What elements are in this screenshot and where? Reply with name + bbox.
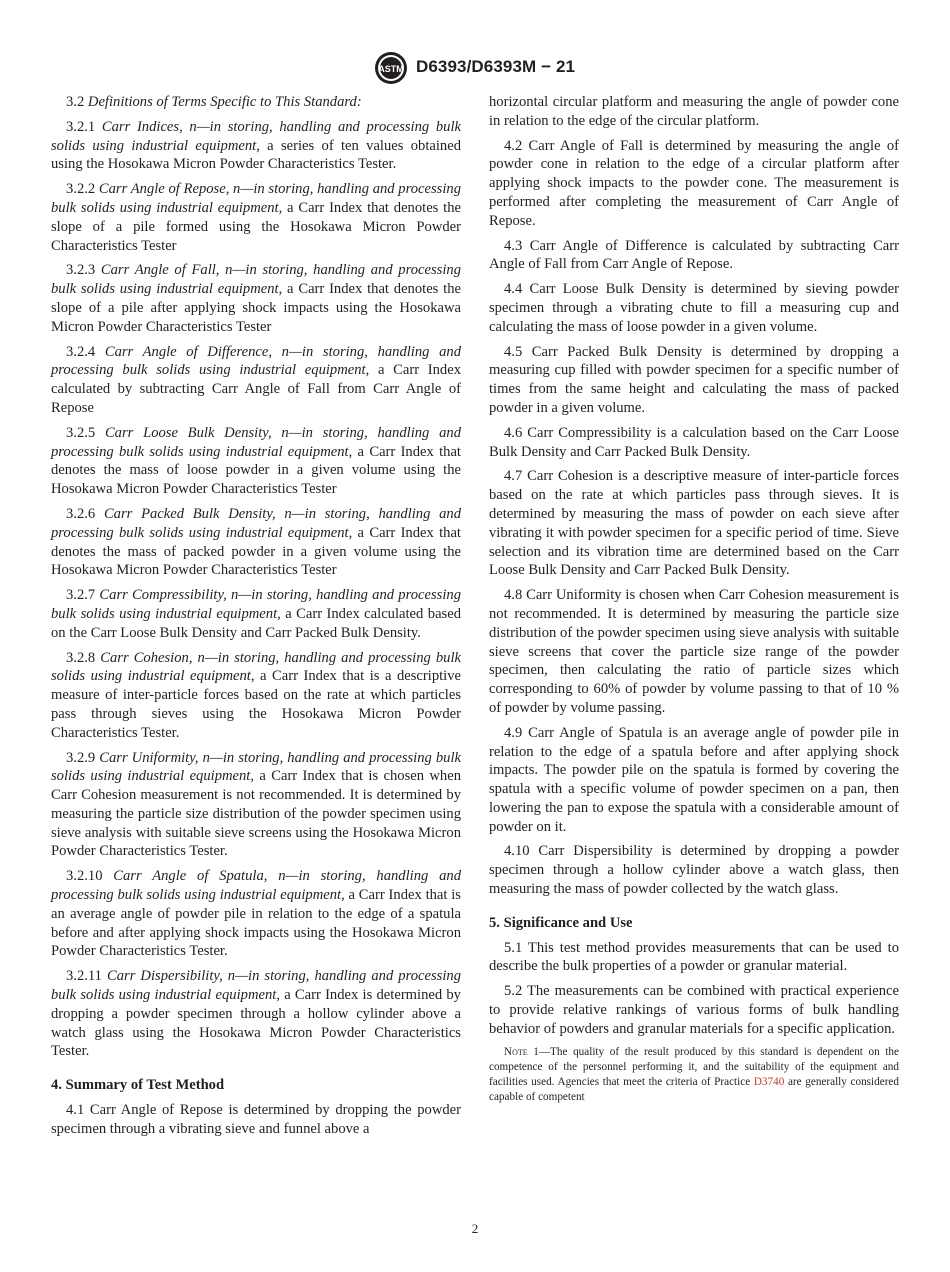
page-number: 2 — [471, 1221, 479, 1236]
paragraph-4-1-continued: horizontal circular platform and measuring the angle of powder cone in relation to the edge of the circular platform. — [489, 94, 899, 129]
section-3-2: 3.2 Definitions of Terms Specific to This Standard: — [66, 94, 362, 110]
paragraph-4-4: 4.4 Carr Loose Bulk Density is determined by sieving powder specimen through a vibrating chute to fill a measuring cup and calculating the mass of loose powder in a given volume. — [489, 281, 899, 335]
paragraph-4-6: 4.6 Carr Compressibility is a calculation based on the Carr Loose Bulk Density and Carr Packed Bulk Density. — [489, 424, 899, 460]
definition-3-2-2: 3.2.2 Carr Angle of Repose, n—in storing, handling and processing bulk solids using industrial equipment, a Carr Index that denotes the slope of a pile formed using the Hosokawa Micron Powder Characteristics Tester — [51, 181, 461, 254]
paragraph-4-3: 4.3 Carr Angle of Difference is calculated by subtracting Carr Angle of Fall from Carr Angle of Repose. — [489, 237, 899, 273]
paragraph-4-5: 4.5 Carr Packed Bulk Density is determined by dropping a measuring cup filled with powder specimen for a specific number of times from the same height and calculating the mass of packed powder in a given volume. — [489, 343, 899, 416]
paragraph-4-8: 4.8 Carr Uniformity is chosen when Carr Cohesion measurement is not recommended. It is determined by measuring the particle size distribution of the powder specimen using sieve analysis with suitable sieve screens that cover the particle size range of the powder specimen, then calculating the ratio of particle sizes which corresponding to 60% of powder by volume passing to that of 10 % of powder by volume passing. — [489, 587, 899, 716]
definition-3-2-8: 3.2.8 Carr Cohesion, n—in storing, handling and processing bulk solids using industrial equipment, a Carr Index that is a descriptive measure of inter-particle forces based on the rate at which particles pass through sieves using the Hosokawa Micron Powder Characteristics Tester. — [51, 649, 462, 741]
d3740-link[interactable]: D3740 — [753, 1076, 785, 1089]
section-5-heading: 5. Significance and Use — [489, 914, 633, 931]
right-column — [489, 93, 899, 1105]
note-1: Note 1—The quality of the result produced by this standard is dependent on the competence of the personnel performing it, and the suitability of the equipment and facilities used. Agencies that meet the criteria of Practice D3740 are generally considered capable of competent — [489, 1045, 899, 1104]
page-header — [0, 50, 950, 88]
definition-3-2-10: 3.2.10 Carr Angle of Spatula, n—in storing, handling and processing bulk solids using industrial equipment, a Carr Index that is an average angle of powder pile in relation to the edge of a spatula before and after applying shock impacts using the Hosokawa Micron Powder Characteristics Tester. — [51, 868, 461, 960]
astm-logo-icon — [373, 50, 409, 86]
definition-3-2-5: 3.2.5 Carr Loose Bulk Density, n—in storing, handling and processing bulk solids using industrial equipment, a Carr Index that denotes the mass of loose powder in a given volume using the Hosokawa Micron Powder Characteristics Tester — [51, 424, 461, 498]
section-4-heading: 4. Summary of Test Method — [51, 1077, 225, 1094]
definition-3-2-11: 3.2.11 Carr Dispersibility, n—in storing, handling and processing bulk solids using industrial equipment, a Carr Index is determined by dropping a powder specimen through a hollow cylinder above a watch glass using the Hosokawa Micron Powder Characteristics Tester. — [51, 968, 461, 1060]
paragraph-4-7: 4.7 Carr Cohesion is a descriptive measure of inter-particle forces based on the rate at which particles pass through sieves. It is determined by measuring the mass of powder on each sieve after vibrating it with powder specimen for a specific period of time. Sieve selection and its vibration time are determined based on the Carr Loose Bulk Density and Carr Packed Bulk Density. — [489, 468, 899, 579]
paragraph-5-2: 5.2 The measurements can be combined with practical experience to provide relative rankings of various forms of bulk handling behavior of powders and granular materials for a specific application. — [489, 983, 899, 1037]
left-column — [51, 93, 461, 1145]
definition-3-2-4: 3.2.4 Carr Angle of Difference, n—in storing, handling and processing bulk solids using industrial equipment, a Carr Index calculated by subtracting Carr Angle of Fall from Carr Angle of Repose — [51, 343, 461, 416]
definition-3-2-7: 3.2.7 Carr Compressibility, n—in storing, handling and processing bulk solids using industrial equipment, a Carr Index calculated based on the Carr Loose Bulk Density and Carr Packed Bulk Density. — [51, 587, 461, 641]
paragraph-4-9: 4.9 Carr Angle of Spatula is an average angle of powder pile in relation to the edge of a spatula before and after applying shock impacts. The powder pile on the spatula is formed by covering the spatula with a specific volume of powder specimen on a pan, then lowering the pan to expose the spatula with a considerable amount of powder on it. — [489, 724, 899, 835]
paragraph-4-1: 4.1 Carr Angle of Repose is determined by dropping the powder specimen through a vibrating sieve and funnel above a — [51, 1102, 461, 1137]
definition-3-2-6: 3.2.6 Carr Packed Bulk Density, n—in storing, handling and processing bulk solids using industrial equipment, a Carr Index that denotes the mass of packed powder in a given volume using the Hosokawa Micron Powder Characteristics Tester — [51, 505, 461, 579]
paragraph-4-10: 4.10 Carr Dispersibility is determined by dropping a powder specimen through a hollow cylinder above a watch glass, then measuring the mass of powder collected by the watch glass. — [489, 843, 899, 898]
astm-logo-text: ASTM — [378, 64, 404, 74]
paragraph-5-1: 5.1 This test method provides measurements that can be used to describe the bulk properties of a powder or granular material. — [489, 939, 899, 975]
definition-3-2-9: 3.2.9 Carr Uniformity, n—in storing, handling and processing bulk solids using industrial equipment, a Carr Index that is chosen when Carr Cohesion measurement is not recommended. It is determined by measuring the particle size distribution of the powder specimen using sieve analysis with suitable sieve screens using the Hosokawa Micron Powder Characteristics Tester. — [51, 749, 461, 860]
definition-3-2-3: 3.2.3 Carr Angle of Fall, n—in storing, handling and processing bulk solids using industrial equipment, a Carr Index that denotes the slope of a pile after applying shock impacts using the Hosokawa Micron Powder Characteristics Tester — [51, 262, 462, 335]
paragraph-4-2: 4.2 Carr Angle of Fall is determined by measuring the angle of powder cone in relation to the edge of a circular platform after applying shock impacts to the powder cone. The measurement is performed after completing the measurement of Carr Angle of Repose. — [489, 137, 899, 229]
definition-3-2-1: 3.2.1 Carr Indices, n—in storing, handling and processing bulk solids using industrial equipment, a series of ten values obtained using the Hosokawa Micron Powder Characteristics Tester. — [51, 118, 462, 173]
standard-designation: D6393/D6393M − 21 — [416, 57, 576, 76]
